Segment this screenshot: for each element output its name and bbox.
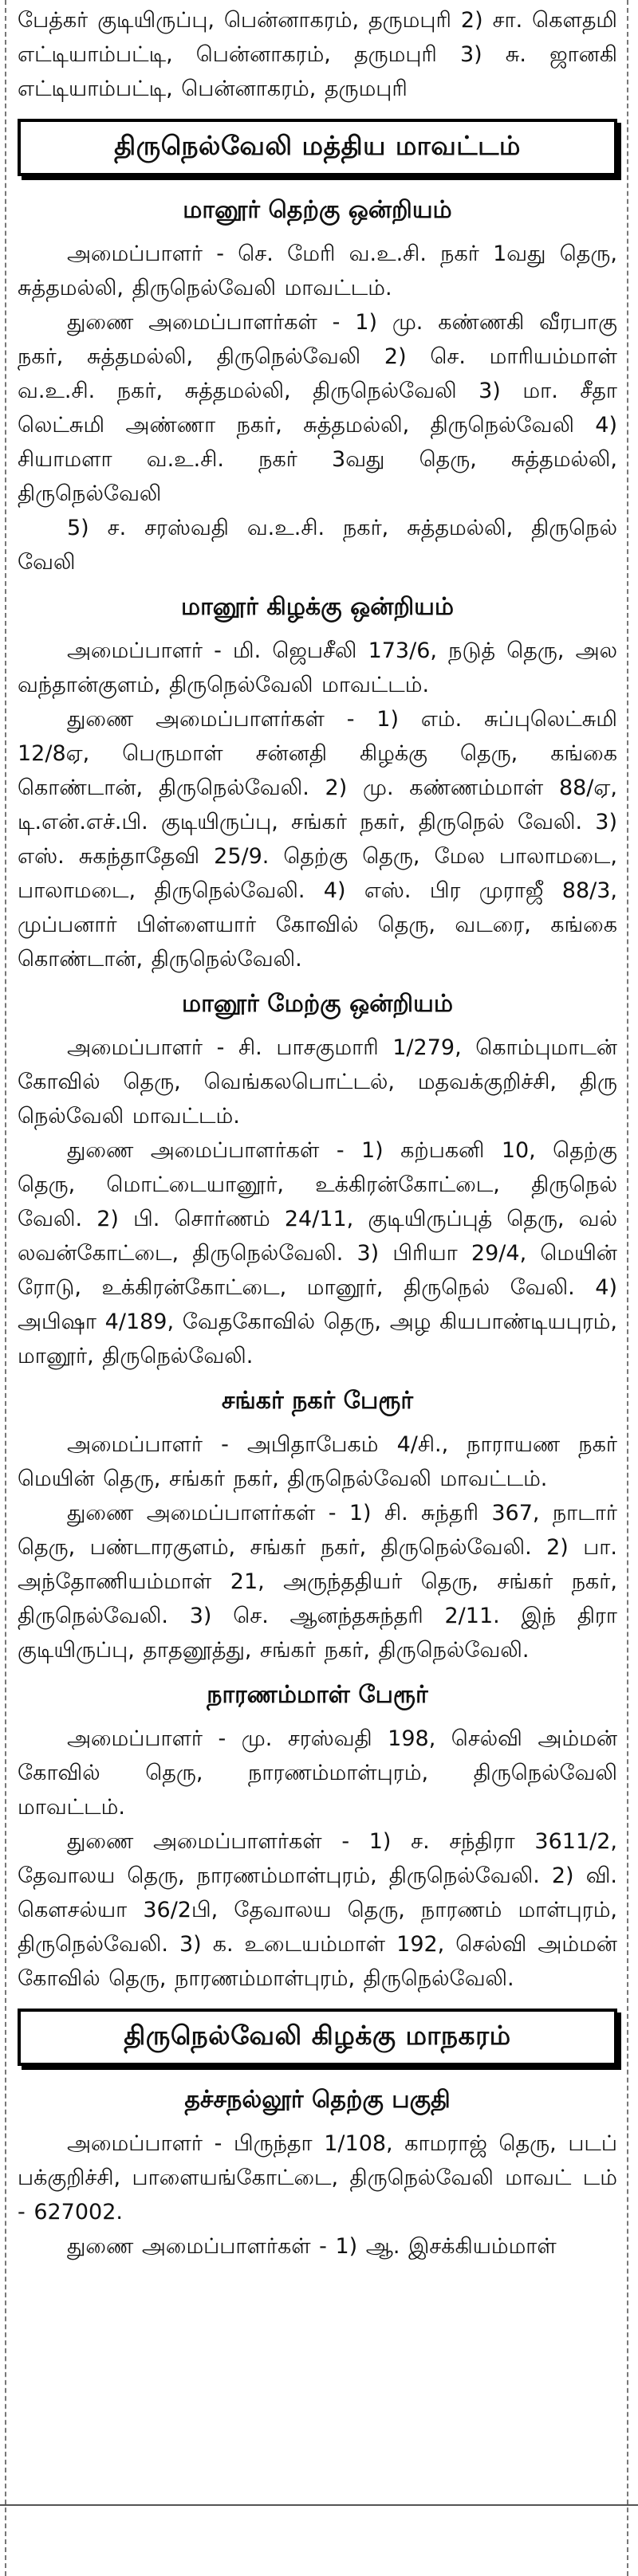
text-column — [18, 3, 617, 2264]
deputy-organizers-paragraph: துணை அமைப்பாளர்கள் - 1) ச. சந்திரா 3611/2, தேவாலய தெரு, நாரணம்மாள்புரம், திருநெல்வேலி. 2) வி. கௌசல்யா 36/2பி, தேவாலய தெரு, நாரணம் மாள்புரம், திருநெல்வேலி. 3) க. உடையம்மாள் 192, செல்வி அம்மன் கோவில் தெரு, நாரணம்மாள்புரம், திருநெல்வேலி. — [18, 1829, 617, 1991]
district-banner-central — [18, 119, 617, 176]
district-title: திருநெல்வேலி மத்திய மாவட்டம் — [114, 130, 521, 161]
deputy-organizers-paragraph: துணை அமைப்பாளர்கள் - 1) எம். சுப்புலெட்சுமி 12/8ஏ, பெருமாள் சன்னதி கிழக்கு தெரு, கங்கை கொண்டான், திருநெல்வேலி. 2) மு. கண்ணம்மாள் 88/ஏ, டி.என்.எச்.பி. குடியிருப்பு, சங்கர் நகர், திருநெல் வேலி. 3) எஸ். சுகந்தாதேவி 25/9. தெற்கு தெரு, மேல பாலாமடை, பாலாமடை, திருநெல்வேலி. 4) எஸ். பிர முராஜீ 88/3, முப்பனார் பிள்ளையார் கோவில் தெரு, வடரை, கங்கை கொண்டான், திருநெல்வேலி. — [18, 707, 617, 972]
deputy-organizers-paragraph: 5) ச. சரஸ்வதி வ.உ.சி. நகர், சுத்தமல்லி, திருநெல் வேலி — [18, 516, 617, 575]
deputy-organizers-paragraph: துணை அமைப்பாளர்கள் - 1) சி. சுந்தரி 367, நாடார் தெரு, பண்டாரகுளம், சங்கர் நகர், திருநெல்வேலி. 2) பா. அந்தோணியம்மாள் 21, அருந்ததியர் தெரு, சங்கர் நகர், திருநெல்வேலி. 3) செ. ஆனந்தசுந்தரி 2/11. இந் திரா குடியிருப்பு, தாதனூத்து, சங்கர் நகர், திருநெல்வேலி. — [18, 1501, 617, 1663]
deputy-organizers-paragraph: துணை அமைப்பாளர்கள் - 1) மு. கண்ணகி வீரபாகு நகர், சுத்தமல்லி, திருநெல்வேலி 2) செ. மாரியம்மாள் வ.உ.சி. நகர், சுத்தமல்லி, திருநெல்வேலி 3) மா. சீதா லெட்சுமி அண்ணா நகர், சுத்தமல்லி, திருநெல்வேலி 4) சியாமளா வ.உ.சி. நகர் 3வது தெரு, சுத்தமல்லி, திருநெல்வேலி — [18, 310, 617, 506]
intro-continuation: பேத்கர் குடியிருப்பு, பென்னாகரம், தருமபுரி 2) சா. கௌதமி எட்டியாம்பட்டி, பென்னாகரம், தருமபுரி 3) சு. ஜானகி எட்டியாம்பட்டி, பென்னாகரம், தருமபுரி — [18, 8, 617, 101]
section-heading: மானூர் தெற்கு ஒன்றியம் — [183, 196, 452, 224]
deputy-organizers-paragraph: துணை அமைப்பாளர்கள் - 1) கற்பகனி 10, தெற்கு தெரு, மொட்டையானூர், உக்கிரன்கோட்டை, திருநெல் வேலி. 2) பி. சொர்ணம் 24/11, குடியிருப்புத் தெரு, வல் லவன்கோட்டை, திருநெல்வேலி. 3) பிரியா 29/4, மெயின் ரோடு, உக்கிரன்கோட்டை, மானூர், திருநெல் வேலி. 4) அபிஷா 4/189, வேதகோவில் தெரு, அழ கியபாண்டியபுரம், மானூர், திருநெல்வேலி. — [18, 1138, 617, 1368]
column-border-left — [5, 0, 6, 2576]
section-heading: மானூர் கிழக்கு ஒன்றியம் — [180, 593, 454, 621]
organizer-paragraph: அமைப்பாளர் - செ. மேரி வ.உ.சி. நகர் 1வது தெரு, சுத்தமல்லி, திருநெல்வேலி மாவட்டம். — [18, 242, 617, 300]
deputy-organizers-paragraph: துணை அமைப்பாளர்கள் - 1) ஆ. இசக்கியம்மாள் — [67, 2234, 557, 2259]
section-heading: மானூர் மேற்கு ஒன்றியம் — [182, 990, 453, 1018]
organizer-paragraph: அமைப்பாளர் - சி. பாசகுமாரி 1/279, கொம்புமாடன் கோவில் தெரு, வெங்கலபொட்டல், மதவக்குறிச்சி, திரு நெல்வேலி மாவட்டம். — [18, 1035, 617, 1129]
section-heading: சங்கர் நகர் பேரூர் — [221, 1387, 414, 1415]
organizer-paragraph: அமைப்பாளர் - அபிதாபேகம் 4/சி., நாராயண நகர் மெயின் தெரு, சங்கர் நகர், திருநெல்வேலி மாவட்டம். — [18, 1432, 617, 1491]
section-heading: நாரணம்மாள் பேரூர் — [207, 1681, 428, 1709]
section-heading: தச்சநல்லூர் தெற்கு பகுதி — [184, 2086, 451, 2114]
organizer-paragraph: அமைப்பாளர் - மு. சரஸ்வதி 198, செல்வி அம்மன் கோவில் தெரு, நாரணம்மாள்புரம், திருநெல்வேலி மாவட்டம். — [18, 1726, 617, 1820]
column-border-right — [627, 0, 628, 2576]
district-banner-east — [18, 2009, 617, 2066]
page-bottom-rule — [0, 2504, 638, 2506]
organizer-paragraph: அமைப்பாளர் - மி. ஜெபசீலி 173/6, நடுத் தெரு, அல வந்தான்குளம், திருநெல்வேலி மாவட்டம். — [18, 638, 617, 697]
district-title: திருநெல்வேலி கிழக்கு மாநகரம் — [124, 2020, 511, 2051]
organizer-paragraph: அமைப்பாளர் - பிருந்தா 1/108, காமராஜ் தெரு, படப் பக்குறிச்சி, பாளையங்கோட்டை, திருநெல்வேலி மாவட் டம் - 627002. — [18, 2131, 617, 2225]
